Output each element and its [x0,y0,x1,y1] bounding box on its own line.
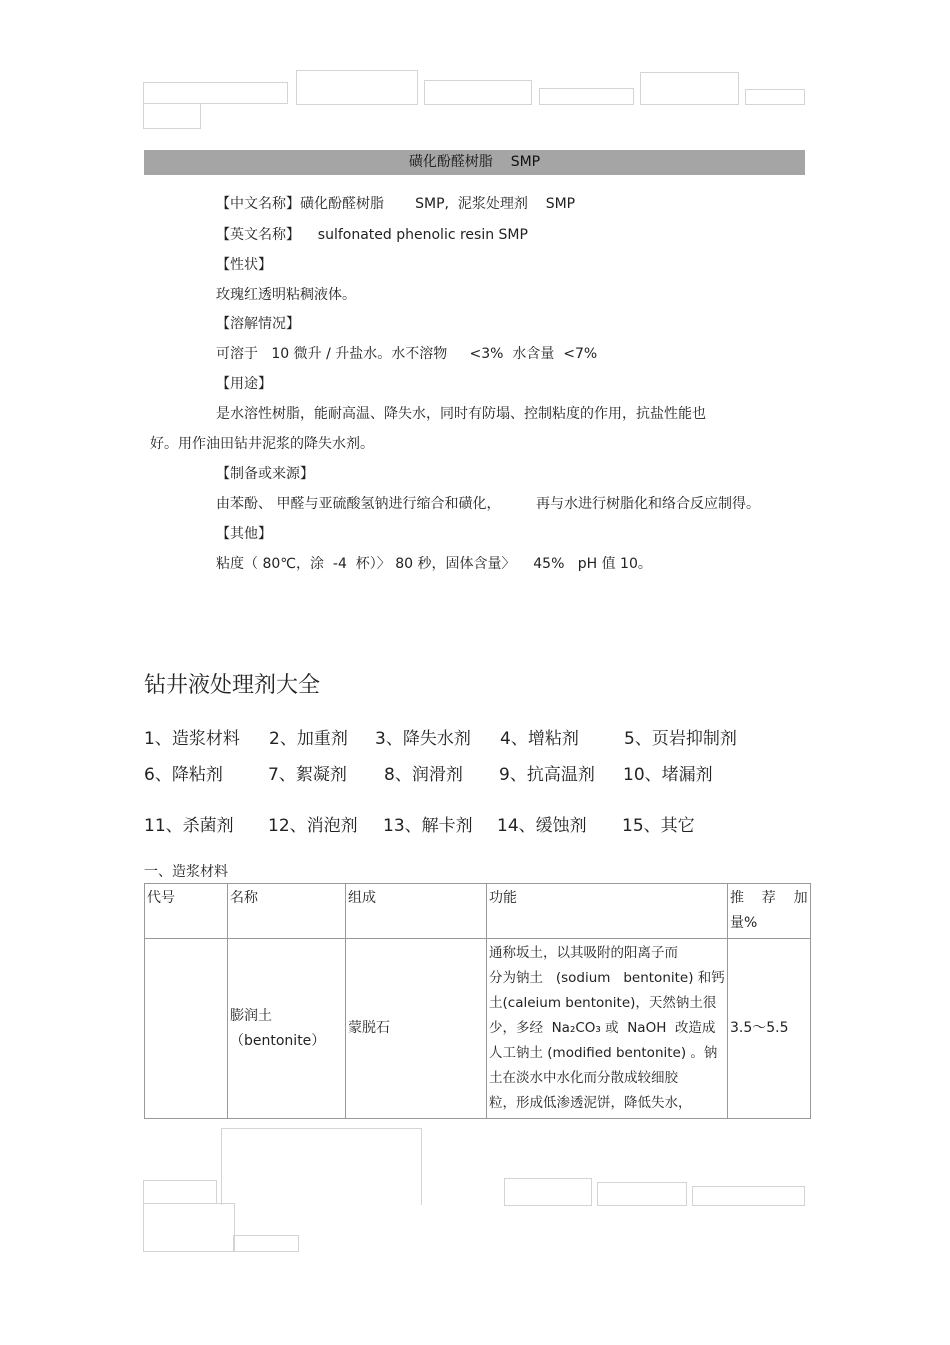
function-line: 通称坂土，以其吸附的阳离子而 [489,945,678,961]
header-dosage-line-1: 推 荐 加 [730,890,808,906]
cell-function [487,939,728,1119]
header-composition: 组成 [346,884,487,939]
header-code: 代号 [145,884,228,939]
cell-code [145,939,228,1119]
scan-artifact [597,1182,687,1206]
category-item: 5、页岩抑制剂 [624,729,737,749]
function-line: 土(caleium bentonite)，天然钠土很 [489,995,717,1011]
document-title-bar [144,150,805,175]
scan-artifact [424,80,532,105]
header-function: 功能 [487,884,728,939]
usage-label: 【用途】 [216,376,272,392]
scan-artifact [221,1128,422,1205]
solubility-label: 【溶解情况】 [216,316,300,332]
category-item: 10、堵漏剂 [623,765,713,785]
preparation-text: 由苯酚、 甲醛与亚硫酸氢钠进行缩合和磺化， 再与水进行树脂化和络合反应制得。 [216,496,761,512]
cell-composition: 蒙脱石 [346,939,487,1119]
section-heading: 钻井液处理剂大全 [144,673,321,698]
scan-artifact [745,89,805,105]
category-item: 8、润滑剂 [384,765,463,785]
cn-name-line: 【中文名称】磺化酚醛树脂 SMP, 泥浆处理剂 SMP [216,196,576,212]
category-item: 9、抗高温剂 [499,765,595,785]
header-dosage [728,884,811,939]
scan-artifact [143,82,288,104]
category-item: 7、絮凝剂 [268,765,347,785]
function-line: 土在淡水中水化而分散成较细胶 [489,1070,678,1086]
scan-artifact [233,1235,299,1252]
function-line: 分为钠土 (sodium bentonite) 和钙 [489,970,725,986]
scan-artifact [504,1178,592,1206]
category-item: 15、其它 [622,816,695,836]
category-item: 1、造浆材料 [144,729,240,749]
header-name: 名称 [228,884,346,939]
other-label: 【其他】 [216,526,272,542]
header-dosage-line-2: 量% [730,915,758,931]
cell-dosage: 3.5～5.5 [728,939,811,1119]
function-line: 人工钠土 (modified bentonite) 。钠 [489,1045,718,1061]
en-name-line: 【英文名称】 sulfonated phenolic resin SMP [216,227,528,243]
table-row [145,939,811,1119]
other-text: 粘度（ 80℃，涂 -4 杯）〉 80 秒，固体含量〉 45% pH 值 10。 [216,556,652,572]
usage-text-line-1: 是水溶性树脂，能耐高温、降失水，同时有防塌、控制粘度的作用，抗盐性能也 [216,406,706,422]
cell-name-en: （bentonite） [230,1032,326,1049]
scan-artifact [143,1203,235,1252]
category-item: 6、降粘剂 [144,765,223,785]
property-label: 【性状】 [216,257,272,273]
scan-artifact [143,1180,217,1204]
property-text: 玫瑰红透明粘稠液体。 [216,287,356,303]
function-line: 粒，形成低渗透泥饼，降低失水， [489,1095,692,1111]
category-item: 2、加重剂 [269,729,348,749]
subsection-title: 一、造浆材料 [144,864,228,880]
scan-artifact [143,103,201,129]
category-item: 3、降失水剂 [375,729,471,749]
scan-artifact [296,70,418,105]
function-line: 少，多经 Na₂CO₃ 或 NaOH 改造成 [489,1020,716,1036]
table-header-row [145,884,811,939]
usage-text-line-2: 好。用作油田钻井泥浆的降失水剂。 [150,436,374,452]
preparation-label: 【制备或来源】 [216,466,314,482]
category-item: 11、杀菌剂 [144,816,234,836]
scan-artifact [539,88,634,105]
scan-artifact [640,72,739,105]
cell-name [228,939,346,1119]
category-item: 4、增粘剂 [500,729,579,749]
materials-table [144,883,811,1119]
category-item: 14、缓蚀剂 [497,816,587,836]
solubility-text: 可溶于 10 微升 / 升盐水。水不溶物 <3% 水含量 <7% [216,346,598,362]
cell-name-cn: 膨润土 [230,1007,272,1024]
category-item: 13、解卡剂 [383,816,473,836]
category-item: 12、消泡剂 [268,816,358,836]
scan-artifact [692,1186,805,1206]
document-title: 磺化酚醛树脂 SMP [408,154,541,170]
